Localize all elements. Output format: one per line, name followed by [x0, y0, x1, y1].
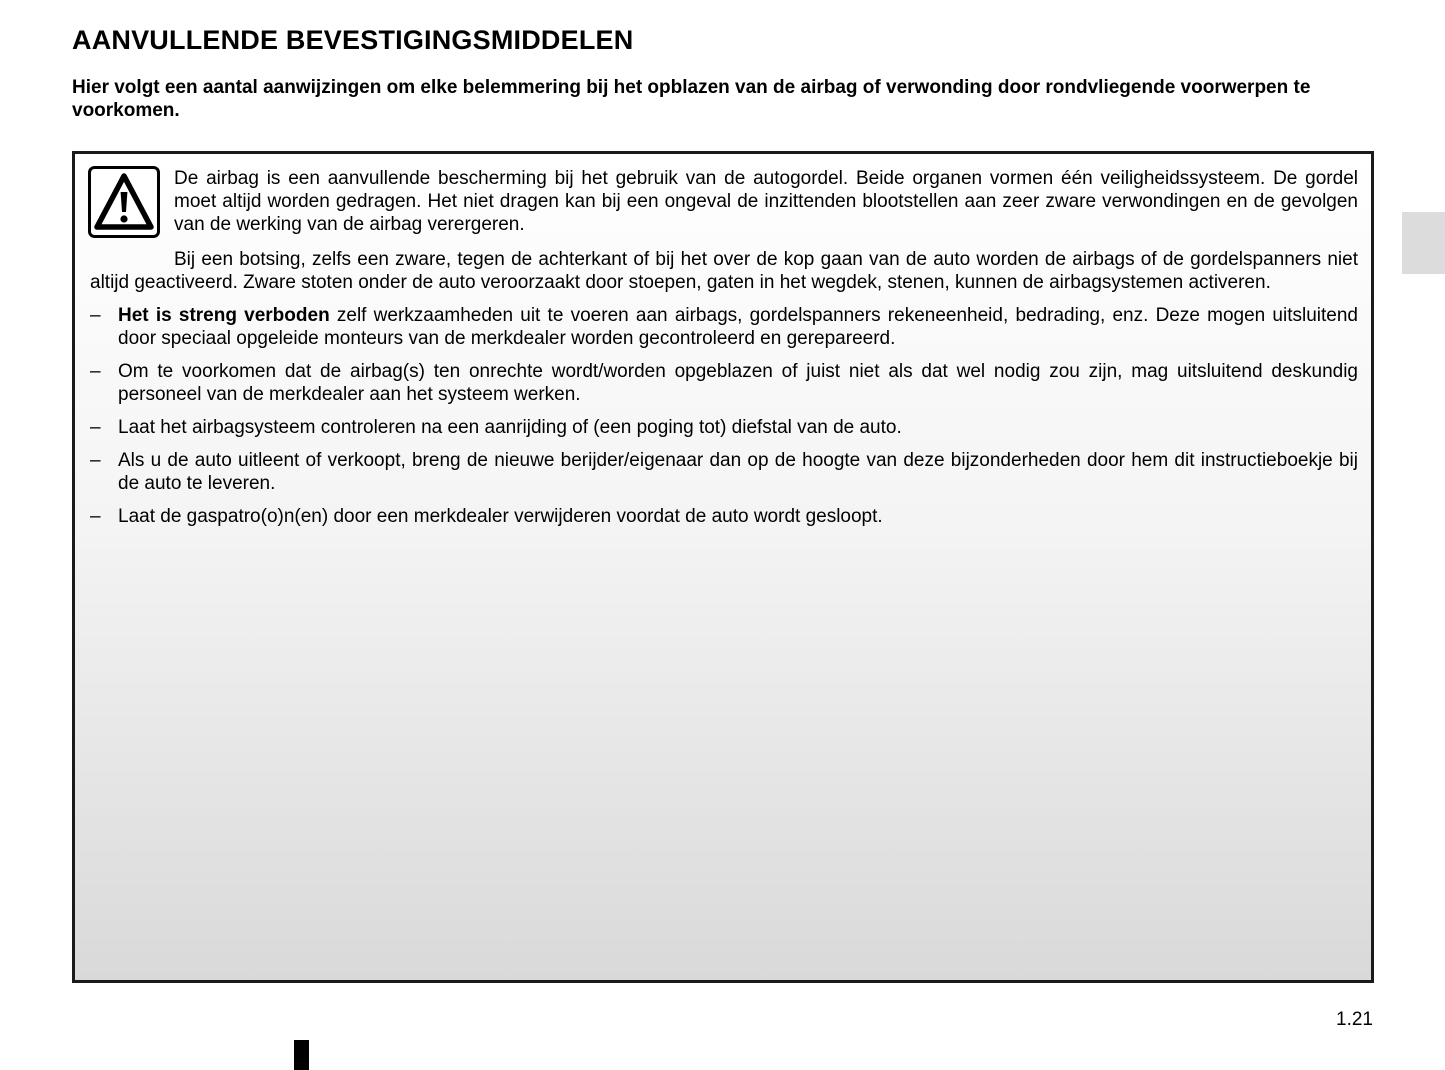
list-item: [90, 304, 1358, 350]
list-item: [90, 449, 1358, 495]
bullet-text: Om te voorkomen dat de airbag(s) ten onrechte wordt/worden opgeblazen of juist niet als dat wel nodig zou zijn, mag uitsluitend deskundig personeel van de merkdealer aan het systeem werken.: [118, 361, 1358, 405]
warning-text: [90, 167, 1358, 538]
airbag-warning-box: [72, 151, 1374, 983]
warning-bullet-list: [90, 304, 1358, 528]
bullet-dash: –: [90, 361, 101, 382]
bullet-text: Laat het airbagsysteem controleren na een aanrijding of (een poging tot) diefstal van de auto.: [118, 417, 902, 438]
page-title: AANVULLENDE BEVESTIGINGSMIDDELEN: [72, 25, 634, 55]
section-tab-marker: [1402, 212, 1445, 274]
list-item: [90, 360, 1358, 406]
list-item: [90, 416, 1358, 439]
list-item: [90, 505, 1358, 528]
bullet-bold-text: Het is streng verboden: [118, 305, 330, 326]
bullet-text: zelf werkzaamheden uit te voeren aan airbags, gordelspanners rekeneenheid, bedrading, enz. Deze mogen uitsluitend door speciaal opgeleide monteurs van de merkdealer worden gecontroleerd en gerepareerd.: [118, 305, 1358, 349]
bullet-dash: –: [90, 305, 101, 326]
bullet-dash: –: [90, 417, 101, 438]
bullet-dash: –: [90, 450, 101, 471]
bullet-text: Als u de auto uitleent of verkoopt, breng de nieuwe berijder/eigenaar dan op de hoogte van deze bijzonderheden door hem dit instructieboekje bij de auto te leveren.: [118, 450, 1358, 494]
page-number: 1.21: [1336, 1009, 1373, 1030]
warning-paragraph-2: Bij een botsing, zelfs een zware, tegen de achterkant of bij het over de kop gaan van de auto worden de airbags of de gordelspanners niet altijd geactiveerd. Zware stoten onder de auto veroorzaakt door stoepen, gaten in het wegdek, stenen, kunnen de airbagsystemen activeren.: [90, 249, 1358, 293]
warning-paragraph-1: De airbag is een aanvullende bescherming bij het gebruik van de autogordel. Beide organen vormen één veiligheidssysteem. De gordel moet altijd worden gedragen. Het niet dragen kan bij een ongeval de inzittenden blootstellen aan zeer zware verwondingen en de gevolgen van de werking van de airbag verergeren.: [174, 168, 1358, 235]
intro-text: Hier volgt een aantal aanwijzingen om elke belemmering bij het opblazen van de airbag of verwonding door rondvliegende voorwerpen te voorkomen.: [72, 77, 1311, 121]
print-crop-mark: [294, 1040, 309, 1070]
bullet-text: Laat de gaspatro(o)n(en) door een merkdealer verwijderen voordat de auto wordt gesloopt.: [118, 506, 883, 527]
bullet-dash: –: [90, 506, 101, 527]
